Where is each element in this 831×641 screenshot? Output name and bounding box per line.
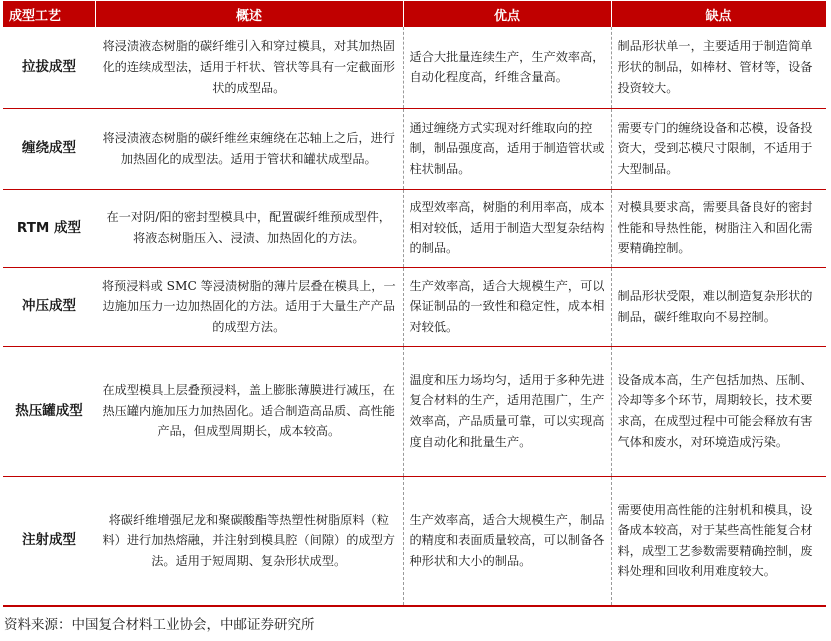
process-cons: 设备成本高，生产包括加热、压制、冷却等多个环节，周期较长，技术要求高，在成型过程中可能会释放有害气体和废水，对环境造成污染。 xyxy=(611,346,826,476)
process-name: RTM 成型 xyxy=(3,189,95,267)
process-cons: 需要专门的缠绕设备和芯模，设备投资大，受到芯模尺寸限制，不适用于大型制品。 xyxy=(611,108,826,189)
table-row xyxy=(3,27,826,108)
table-header-row xyxy=(3,1,826,27)
process-name: 热压罐成型 xyxy=(3,346,95,476)
process-pros: 成型效率高，树脂的利用率高，成本相对较低，适用于制造大型复杂结构的制品。 xyxy=(403,189,611,267)
table-row xyxy=(3,108,826,189)
process-pros: 适合大批量连续生产，生产效率高，自动化程度高，纤维含量高。 xyxy=(403,27,611,108)
process-overview: 将浸渍液态树脂的碳纤维丝束缠绕在芯轴上之后，进行加热固化的成型法。适用于管状和罐状成型品。 xyxy=(95,108,403,189)
process-pros: 温度和压力场均匀，适用于多种先进复合材料的生产，适用范围广，生产效率高，产品质量可靠，可以实现高度自动化和批量生产。 xyxy=(403,346,611,476)
process-overview: 将预浸料或 SMC 等浸渍树脂的薄片层叠在模具上，一边施加压力一边加热固化的方法。适用于大量生产产品的成型方法。 xyxy=(95,267,403,346)
process-pros: 生产效率高，适合大规模生产，可以保证制品的一致性和稳定性，成本相对较低。 xyxy=(403,267,611,346)
process-name: 注射成型 xyxy=(3,476,95,606)
process-cons: 对模具要求高，需要具备良好的密封性能和导热性能，树脂注入和固化需要精确控制。 xyxy=(611,189,826,267)
process-cons: 制品形状受限，难以制造复杂形状的制品，碳纤维取向不易控制。 xyxy=(611,267,826,346)
header-pros: 优点 xyxy=(403,1,611,27)
process-cons: 制品形状单一，主要适用于制造简单形状的制品，如棒材、管材等，设备投资较大。 xyxy=(611,27,826,108)
process-name: 缠绕成型 xyxy=(3,108,95,189)
process-overview: 将碳纤维增强尼龙和聚碳酸酯等热塑性树脂原料（粒料）进行加热熔融，并注射到模具腔（间隙）的成型方法。适用于短周期、复杂形状成型。 xyxy=(95,476,403,606)
table-row xyxy=(3,476,826,606)
process-pros: 生产效率高，适合大规模生产，制品的精度和表面质量较高，可以制备各种形状和大小的制品。 xyxy=(403,476,611,606)
table-row xyxy=(3,189,826,267)
process-overview: 在成型模具上层叠预浸料，盖上膨胀薄膜进行减压，在热压罐内施加压力加热固化。适合制造高品质、高性能产品，但成型周期长，成本较高。 xyxy=(95,346,403,476)
source-note: 资料来源：中国复合材料工业协会，中邮证券研究所 xyxy=(4,617,315,633)
table-row xyxy=(3,346,826,476)
process-overview: 在一对阴/阳的密封型模具中，配置碳纤维预成型件，将液态树脂压入、浸渍、加热固化的方法。 xyxy=(95,189,403,267)
header-cons: 缺点 xyxy=(611,1,826,27)
header-overview: 概述 xyxy=(95,1,403,27)
header-process: 成型工艺 xyxy=(3,1,95,27)
process-name: 冲压成型 xyxy=(3,267,95,346)
process-overview: 将浸渍液态树脂的碳纤维引入和穿过模具，对其加热固化的连续成型法，适用于杆状、管状等具有一定截面形状的成型品。 xyxy=(95,27,403,108)
table-row xyxy=(3,267,826,346)
process-cons: 需要使用高性能的注射机和模具，设备成本较高，对于某些高性能复合材料，成型工艺参数需要精确控制，废料处理和回收利用难度较大。 xyxy=(611,476,826,606)
process-pros: 通过缠绕方式实现对纤维取向的控制，制品强度高，适用于制造管状或柱状制品。 xyxy=(403,108,611,189)
process-name: 拉拔成型 xyxy=(3,27,95,108)
process-comparison-table xyxy=(3,1,827,607)
